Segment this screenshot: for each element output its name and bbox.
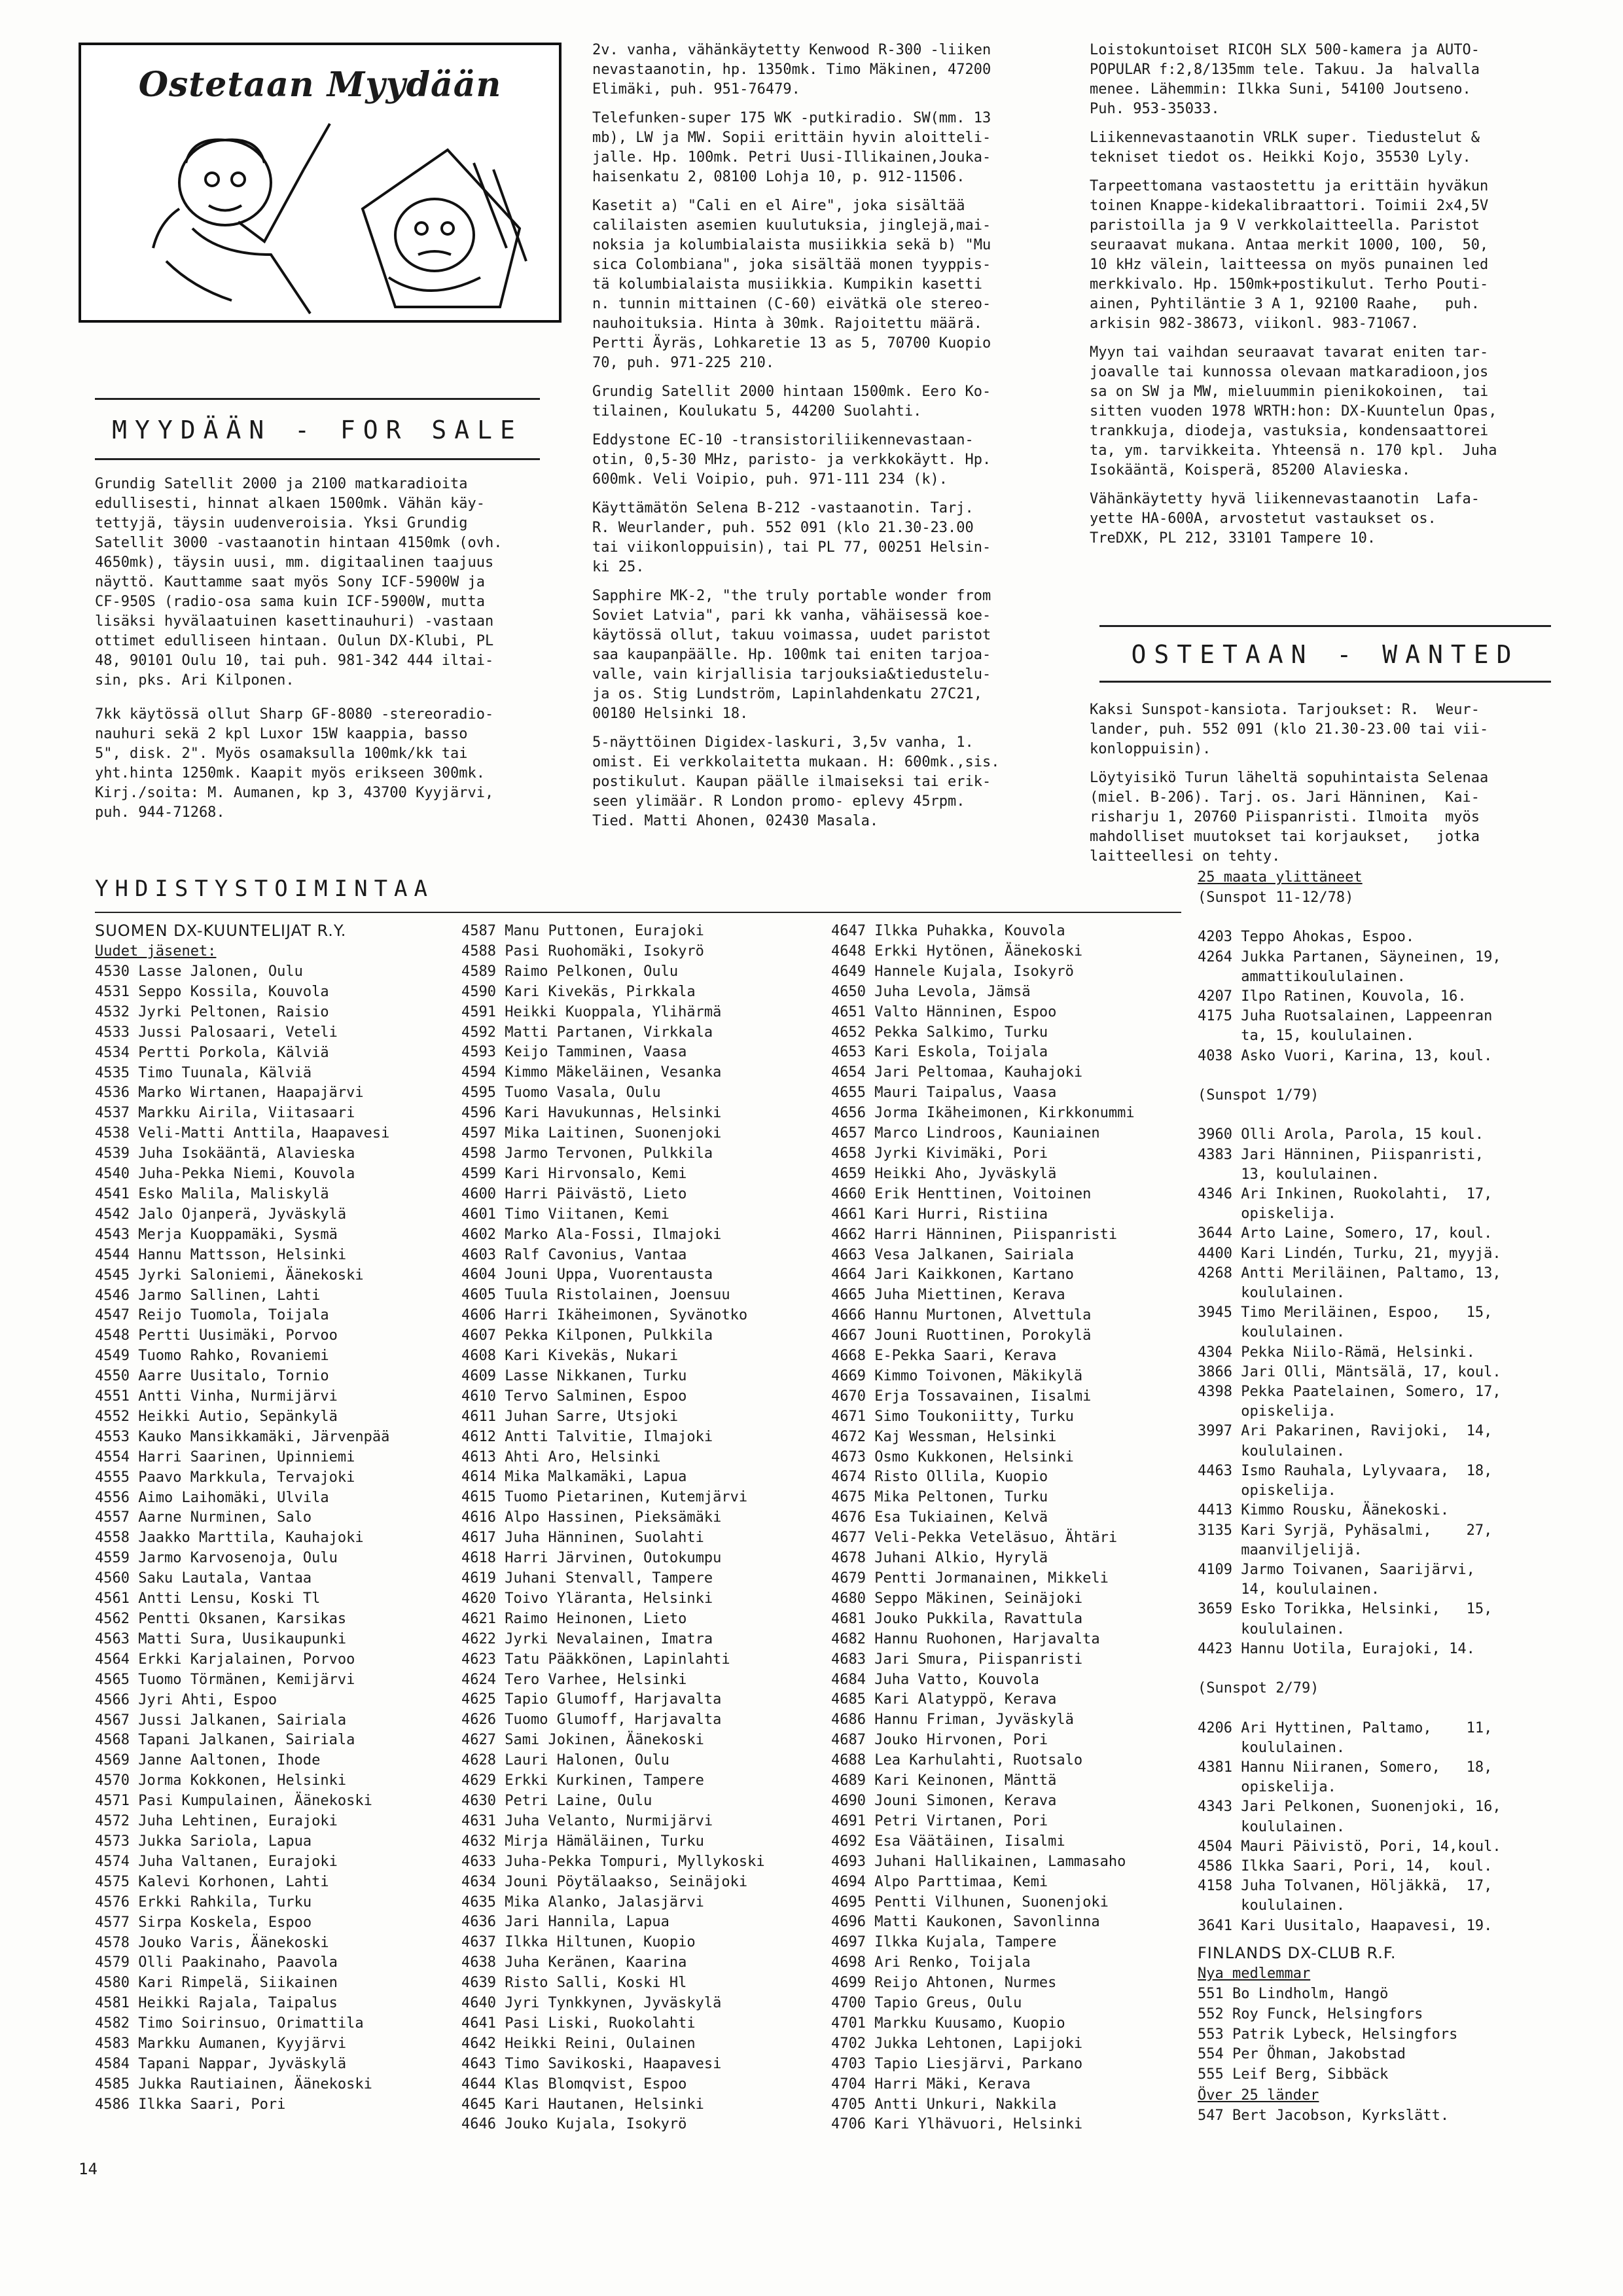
countries-list: (Sunspot 11-12/78) 4203 Teppo Ahokas, Espoo. 4264 Jukka Partanen, Säyneinen, 19, ammattikoululainen. 4207 Ilpo Ratinen, Kouvola, 16. 4175 Juha Ruotsalainen, Lappeenran ta, 15, koululainen. 4038 Asko Vuori, Karina, 13, koul. (Sunspot 1/79) 3960 Olli Arola, Parola, 15 koul. 4383 Jari Hänninen, Piispanristi, 13, koululainen. 4346 Ari Inkinen, Ruokolahti, 17, opiskelija. 3644 Arto Laine, Somero, 17, koul. 4400 Kari Lindén, Turku, 21, myyjä. 4268 Antti Meriläinen, Paltamo, 13, koululainen. 3945 Timo Meriläinen, Espoo, 15, koululainen. 4304 Pekka Niilo-Rämä, Helsinki. 3866 Jari Olli, Mäntsälä, 17, koul. 4398 Pekka Paatelainen, Somero, 17, opiskelija. 3997 Ari Pakarinen, Ravijoki, 14, koululainen. 4463 Ismo Rauhala, Lylyvaara, 18, opiskelija. 4413 Kimmo Rousku, Äänekoski. 3135 Kari Syrjä, Pyhäsalmi, 27, maanviljelijä. 4109 Jarmo Toivanen, Saarijärvi, 14, koululainen. 3659 Esko Torikka, Helsinki, 15, koululainen. 4423 Hannu Uotila, Eurajoki, 14. (Sunspot 2/79) 4206 Ari Hyttinen, Paltamo, 11, koululainen. 4381 Hannu Niiranen, Somero, 18, opiskelija. 4343 Jari Pelkonen, Suonenjoki, 16, koululainen. 4504 Mauri Päivistö, Pori, 14,koul. 4586 Ilkka Saari, Pori, 14, koul. 4158 Juha Tolvanen, Höljäkkä, 17, koululainen. 3641 Kari Uusitalo, Haapavesi, 19. (1198, 889, 1501, 1934)
for-sale-top-rule (95, 398, 540, 400)
classified-ad: Eddystone EC-10 -transistoriliikennevastaan- otin, 0,5-30 MHz, paristo- ja verkkokäytt. Hp. 600mk. Veli Voipio, puh. 971-111 234 (k). (592, 432, 991, 488)
new-members-label-sv: Nya medlemmar (1198, 1965, 1311, 1982)
classified-ad: Myyn tai vaihdan seuraavat tavarat eniten tar- joavalle tai kunnossa olevaan matkaradioon,jos sa on SW ja MW, mieluummin pienikokoinen, tai sitten vuoden 1978 WRTH:hon: DX-Kuuntelun Opas, trankkuja, diodeja, vastuksia, kondensaattorei ta, ym. tarvikkeita. Yhteensä n. 170 kpl. Juha Isokääntä, Koisperä, 85200 Alavieska. (1090, 344, 1497, 478)
members-column-3 (831, 922, 1198, 2135)
for-sale-column-3 (1090, 41, 1561, 558)
member-list: 4647 Ilkka Puhakka, Kouvola 4648 Erkki Hytönen, Äänekoski 4649 Hannele Kujala, Isokyrö 4650 Juha Levola, Jämsä 4651 Valto Hänninen, Espoo 4652 Pekka Salkimo, Turku 4653 Kari Eskola, Toijala 4654 Jari Peltomaa, Kauhajoki 4655 Mauri Taipalus, Vaasa 4656 Jorma Ikäheimonen, Kirkkonummi 4657 Marco Lindroos, Kauniainen 4658 Jyrki Kivimäki, Pori 4659 Heikki Aho, Jyväskylä 4660 Erik Henttinen, Voitoinen 4661 Kari Hurri, Ristiina 4662 Harri Hänninen, Piispanristi 4663 Vesa Jalkanen, Sairiala 4664 Jari Kaikkonen, Kartano 4665 Juha Miettinen, Kerava 4666 Hannu Murtonen, Alvettula 4667 Jouni Ruottinen, Porokylä 4668 E-Pekka Saari, Kerava 4669 Kimmo Toivonen, Mäkikylä 4670 Erja Tossavainen, Iisalmi 4671 Simo Toukoniitty, Turku 4672 Kaj Wessman, Helsinki 4673 Osmo Kukkonen, Helsinki 4674 Risto Ollila, Kuopio 4675 Mika Peltonen, Turku 4676 Esa Tukiainen, Kelvä 4677 Veli-Pekka Veteläsuo, Ähtäri 4678 Juhani Alkio, Hyrylä 4679 Pentti Jormanainen, Mikkeli 4680 Seppo Mäkinen, Seinäjoki 4681 Jouko Pukkila, Ravattula 4682 Hannu Ruohonen, Harjavalta 4683 Jari Smura, Piispanristi 4684 Juha Vatto, Kouvola 4685 Kari Alatyppö, Kerava 4686 Hannu Friman, Jyväskylä 4687 Jouko Hirvonen, Pori 4688 Lea Karhulahti, Ruotsalo 4689 Kari Keinonen, Mänttä 4690 Jouni Simonen, Kerava 4691 Petri Virtanen, Pori 4692 Esa Väätäinen, Iisalmi 4693 Juhani Hallikainen, Lammasaho 4694 Alpo Parttimaa, Kemi 4695 Pentti Vilhunen, Suonenjoki 4696 Matti Kaukonen, Savonlinna 4697 Ilkka Kujala, Tampere 4698 Ari Renko, Toijala 4699 Reijo Ahtonen, Nurmes 4700 Tapio Greus, Oulu 4701 Markku Kuusamo, Kuopio 4702 Jukka Lehtonen, Lapijoki 4703 Tapio Liesjärvi, Parkano 4704 Harri Mäki, Kerava 4705 Antti Unkuri, Nakkila 4706 Kari Ylhävuori, Helsinki (831, 923, 1135, 2133)
classified-ad: Tarpeettomana vastaostettu ja erittäin hyväkun toinen Knappe-kidekalibraattori. Toimii 2x4,5V paristoilla ja 9 V verkkolaitteella. Paristot seuraavat mukana. Antaa merkit 1000, 100, 50, 10 kHz välein, laitteessa on myös punainen led merkkivalo. Hp. 150mk+postikulut. Terho Pouti- ainen, Pyhtiläntie 3 A 1, 92100 Raahe, puh. arkisin 982-38673, viikonl. 983-71067. (1090, 178, 1489, 332)
wanted-heading: OSTETAAN - WANTED (1131, 640, 1520, 669)
cartoon-illustration (81, 111, 559, 320)
countries-label: 25 maata ylittäneet (1198, 869, 1363, 886)
org-name-fdxc: FINLANDS DX-CLUB R.F. (1198, 1943, 1397, 1962)
association-heading: YHDISTYSTOIMINTAA (95, 876, 434, 902)
classified-ad: Liikennevastaanotin VRLK super. Tiedustelut & tekniset tiedot os. Heikki Kojo, 35530 Lyly. (1090, 130, 1480, 166)
classified-ad: Telefunken-super 175 WK -putkiradio. SW(mm. 13 mb), LW ja MW. Sopii erittäin hyvin aloitteli- jalle. Hp. 100mk. Petri Uusi-Illikainen,Jouka- haisenkatu 2, 08100 Lohja 10, p. 912-11506. (592, 110, 991, 185)
new-members-label: Uudet jäsenet: (95, 943, 217, 960)
wanted-column (1090, 700, 1561, 876)
member-list-sv: 551 Bo Lindholm, Hangö 552 Roy Funck, Helsingfors 553 Patrik Lybeck, Helsingfors 554 Per Öhman, Jakobstad 555 Leif Berg, Sibbäck (1198, 1985, 1458, 2083)
wanted-top-rule (1099, 625, 1551, 627)
for-sale-bottom-rule (95, 458, 540, 460)
countries-column (1198, 867, 1564, 2126)
classified-ad: Käyttämätön Selena B-212 -vastaanotin. Tarj. R. Weurlander, puh. 552 091 (klo 21.30-23.00 tai viikonloppuisin), tai PL 77, 00251 Helsin- ki 25. (592, 500, 991, 575)
countries-list-sv: 547 Bert Jacobson, Kyrkslätt. (1198, 2108, 1450, 2125)
classified-ad: 7kk käytössä ollut Sharp GF-8080 -stereoradio- nauhuri sekä 2 kpl Luxor 15W kaappia, basso 5", disk. 2". Myös osamaksulla 100mk/kk tai yht.hinta 1250mk. Kaapit myös erikseen 300mk. Kirj./soita: M. Aumanen, kp 3, 43700 Kyyjärvi, puh. 944-71268. (95, 706, 494, 821)
classified-ad: Löytyisikö Turun läheltä sopuhintaista Selenaa (miel. B-206). Tarj. os. Jari Hänninen, Kai- risharju 1, 20760 Piispanristi. Ilmoita myös mahdolliset muutokset tai korjaukset, jotka laitteellesi on tehty. (1090, 770, 1489, 865)
for-sale-column-1 (95, 475, 553, 832)
for-sale-column-2 (592, 41, 1063, 840)
banner-title: Ostetaan Myydään (138, 65, 502, 105)
countries-label-sv: Över 25 länder (1198, 2087, 1319, 2104)
members-column-1 (95, 920, 461, 2115)
page-number: 14 (79, 2160, 98, 2178)
members-column-2 (461, 922, 828, 2135)
classified-ad: 2v. vanha, vähänkäytetty Kenwood R-300 -liiken nevastaanotin, hp. 1350mk. Timo Mäkinen, 47200 Elimäki, puh. 951-76479. (592, 42, 991, 98)
classified-ad: Kaksi Sunspot-kansiota. Tarjoukset: R. Weur- lander, puh. 552 091 (klo 21.30-23.00 tai vii- konloppuisin). (1090, 702, 1489, 757)
association-rule (95, 912, 1181, 913)
wanted-bottom-rule (1099, 681, 1551, 683)
for-sale-heading: MYYDÄÄN - FOR SALE (112, 416, 523, 444)
org-name-sdxk: SUOMEN DX-KUUNTELIJAT R.Y. (95, 922, 347, 940)
classified-ad: Grundig Satellit 2000 hintaan 1500mk. Eero Ko- tilainen, Koulukatu 5, 44200 Suolahti. (592, 384, 991, 420)
ostetaan-myydaan-banner (79, 43, 562, 323)
classified-ad: Loistokuntoiset RICOH SLX 500-kamera ja AUTO- POPULAR f:2,8/135mm tele. Takuu. Ja halvalla menee. Lähemmin: Ilkka Suni, 54100 Joutseno. Puh. 953-35033. (1090, 42, 1480, 117)
classified-ad: Vähänkäytetty hyvä liikennevastaanotin Lafa- yette HA-600A, arvostetut vastaukset os. TreDXK, PL 212, 33101 Tampere 10. (1090, 491, 1480, 547)
member-list: 4587 Manu Puttonen, Eurajoki 4588 Pasi Ruohomäki, Isokyrö 4589 Raimo Pelkonen, Oulu 4590 Kari Kivekäs, Pirkkala 4591 Heikki Kuoppala, Ylihärmä 4592 Matti Partanen, Virkkala 4593 Keijo Tamminen, Vaasa 4594 Kimmo Mäkeläinen, Vesanka 4595 Tuomo Vasala, Oulu 4596 Kari Havukunnas, Helsinki 4597 Mika Laitinen, Suonenjoki 4598 Jarmo Tervonen, Pulkkila 4599 Kari Hirvonsalo, Kemi 4600 Harri Päivästö, Lieto 4601 Timo Viitanen, Kemi 4602 Marko Ala-Fossi, Ilmajoki 4603 Ralf Cavonius, Vantaa 4604 Jouni Uppa, Vuorentausta 4605 Tuula Ristolainen, Joensuu 4606 Harri Ikäheimonen, Syvänotko 4607 Pekka Kilponen, Pulkkila 4608 Kari Kivekäs, Nukari 4609 Lasse Nikkanen, Turku 4610 Tervo Salminen, Espoo 4611 Juhan Sarre, Utsjoki 4612 Antti Talvitie, Ilmajoki 4613 Ahti Aro, Helsinki 4614 Mika Malkamäki, Lapua 4615 Tuomo Pietarinen, Kutemjärvi 4616 Alpo Hassinen, Pieksämäki 4617 Juha Hänninen, Suolahti 4618 Harri Järvinen, Outokumpu 4619 Juhani Stenvall, Tampere 4620 Toivo Yläranta, Helsinki 4621 Raimo Heinonen, Lieto 4622 Jyrki Nevalainen, Imatra 4623 Tatu Pääkkönen, Lapinlahti 4624 Tero Varhee, Helsinki 4625 Tapio Glumoff, Harjavalta 4626 Tuomo Glumoff, Harjavalta 4627 Sami Jokinen, Äänekoski 4628 Lauri Halonen, Oulu 4629 Erkki Kurkinen, Tampere 4630 Petri Laine, Oulu 4631 Juha Velanto, Nurmijärvi 4632 Mirja Hämäläinen, Turku 4633 Juha-Pekka Tompuri, Myllykoski 4634 Jouni Pöytälaakso, Seinäjoki 4635 Mika Alanko, Jalasjärvi 4636 Jari Hannila, Lapua 4637 Ilkka Hiltunen, Kuopio 4638 Juha Keränen, Kaarina 4639 Risto Salli, Koski Hl 4640 Jyri Tynkkynen, Jyväskylä 4641 Pasi Liski, Ruokolahti 4642 Heikki Reini, Oulainen 4643 Timo Savikoski, Haapavesi 4644 Klas Blomqvist, Espoo 4645 Kari Hautanen, Helsinki 4646 Jouko Kujala, Isokyrö (461, 923, 765, 2133)
classified-ad: 5-näyttöinen Digidex-laskuri, 3,5v vanha, 1. omist. Ei verkkolaitetta mukaan. H: 600mk.,sis. postikulut. Kaupan päälle ilmaiseksi tai erik- seen ylimäär. R London promo- eplevy 45rpm. Tied. Matti Ahonen, 02430 Masala. (592, 734, 1000, 829)
classified-ad: Kasetit a) "Cali en el Aire", joka sisältää calilaisten asemien kuulutuksia, jinglejä,mai- noksia ja kolumbialaista musiikkia sekä b) "Mu sica Colombiana", joka sisältää monen tyyppis- tä kolumbialaista musiikkia. Kumpikin kasetti n. tunnin mittainen (C-60) eivätkä ole stereo- nauhoituksia. Hinta à 30mk. Rajoitettu määrä. Pertti Äyräs, Lohkaretie 13 as 5, 70700 Kuopio 70, puh. 971-225 210. (592, 198, 991, 371)
classified-ad: Grundig Satellit 2000 ja 2100 matkaradioita edullisesti, hinnat alkaen 1500mk. Vähän käy- tettyjä, täysin uudenveroisia. Yksi Grundig Satellit 3000 -vastaanotin hintaan 4150mk (ovh. 4650mk), täysin uusi, mm. digitaalinen taajuus näyttö. Kauttamme saat myös Sony ICF-5900W ja CF-950S (radio-osa sama kuin ICF-5900W, mutta lisäksi hyvälaatuinen kasettinauhuri) -vastaan ottimet edulliseen hintaan. Oulun DX-Klubi, PL 48, 90101 Oulu 10, tai puh. 981-342 444 iltai- sin, pks. Ari Kilponen. (95, 476, 503, 689)
classified-ad: Sapphire MK-2, "the truly portable wonder from Soviet Latvia", pari kk vanha, vähäisessä koe- käytössä ollut, takuu voimassa, uudet paristot saa kaupanpäälle. Hp. 100mk tai eniten tarjoa- valle, vain kirjallisia tarjouksia&tiedustelu- ja os. Stig Lundström, Lapinlahdenkatu 27C21, 00180 Helsinki 18. (592, 588, 991, 722)
member-list: 4530 Lasse Jalonen, Oulu 4531 Seppo Kossila, Kouvola 4532 Jyrki Peltonen, Raisio 4533 Jussi Palosaari, Veteli 4534 Pertti Porkola, Kälviä 4535 Timo Tuunala, Kälviä 4536 Marko Wirtanen, Haapajärvi 4537 Markku Airila, Viitasaari 4538 Veli-Matti Anttila, Haapavesi 4539 Juha Isokääntä, Alavieska 4540 Juha-Pekka Niemi, Kouvola 4541 Esko Malila, Maliskylä 4542 Jalo Ojanperä, Jyväskylä 4543 Merja Kuoppamäki, Sysmä 4544 Hannu Mattsson, Helsinki 4545 Jyrki Saloniemi, Äänekoski 4546 Jarmo Sallinen, Lahti 4547 Reijo Tuomola, Toijala 4548 Pertti Uusimäki, Porvoo 4549 Tuomo Rahko, Rovaniemi 4550 Aarre Uusitalo, Tornio 4551 Antti Vinha, Nurmijärvi 4552 Heikki Autio, Sepänkylä 4553 Kauko Mansikkamäki, Järvenpää 4554 Harri Saarinen, Upinniemi 4555 Paavo Markkula, Tervajoki 4556 Aimo Laihomäki, Ulvila 4557 Aarne Nurminen, Salo 4558 Jaakko Marttila, Kauhajoki 4559 Jarmo Karvosenoja, Oulu 4560 Saku Lautala, Vantaa 4561 Antti Lensu, Koski Tl 4562 Pentti Oksanen, Karsikas 4563 Matti Sura, Uusikaupunki 4564 Erkki Karjalainen, Porvoo 4565 Tuomo Törmänen, Kemijärvi 4566 Jyri Ahti, Espoo 4567 Jussi Jalkanen, Sairiala 4568 Tapani Jalkanen, Sairiala 4569 Janne Aaltonen, Ihode 4570 Jorma Kokkonen, Helsinki 4571 Pasi Kumpulainen, Äänekoski 4572 Juha Lehtinen, Eurajoki 4573 Jukka Sariola, Lapua 4574 Juha Valtanen, Eurajoki 4575 Kalevi Korhonen, Lahti 4576 Erkki Rahkila, Turku 4577 Sirpa Koskela, Espoo 4578 Jouko Varis, Äänekoski 4579 Olli Paakinaho, Paavola 4580 Kari Rimpelä, Siikainen 4581 Heikki Rajala, Taipalus 4582 Timo Soirinsuo, Orimattila 4583 Markku Aumanen, Kyyjärvi 4584 Tapani Nappar, Jyväskylä 4585 Jukka Rautiainen, Äänekoski 4586 Ilkka Saari, Pori (95, 963, 390, 2113)
